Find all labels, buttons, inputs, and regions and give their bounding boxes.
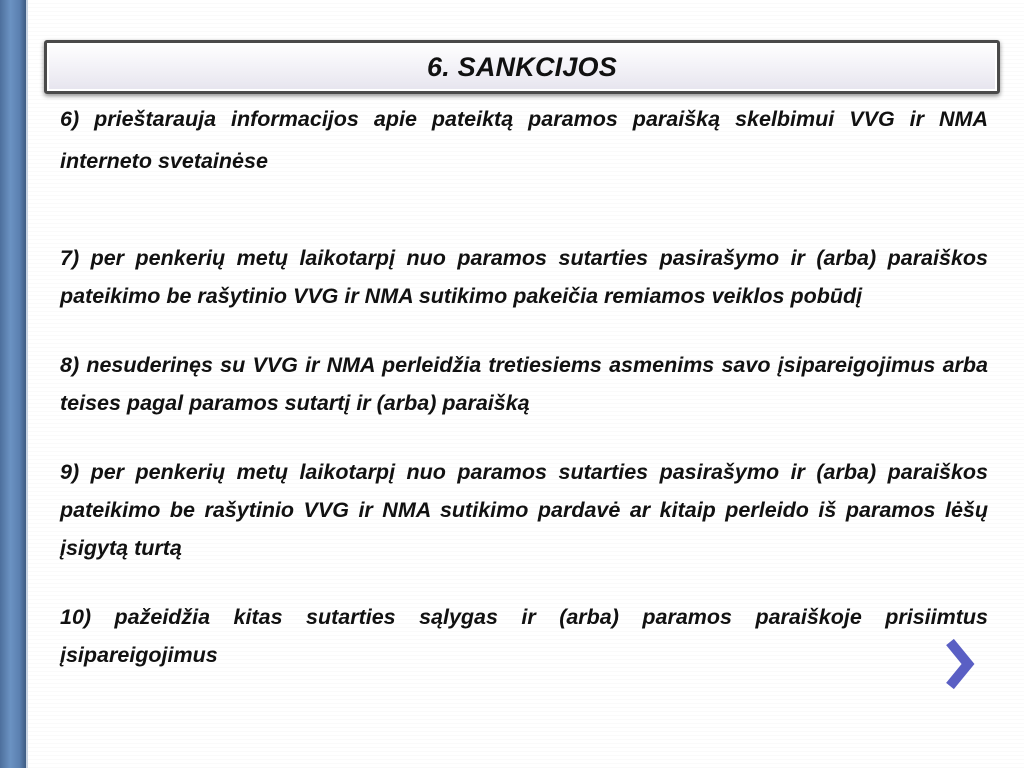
list-item: 10) pažeidžia kitas sutarties sąlygas ir (arba) paramos paraiškoje prisiimtus įsipareigojimus	[60, 605, 988, 667]
list-item: 6) prieštarauja informacijos apie pateiktą paramos paraišką skelbimui VVG ir NMA interneto svetainėse	[60, 107, 988, 173]
slide-title: 6. SANKCIJOS	[427, 51, 617, 82]
next-slide-button[interactable]	[940, 636, 978, 692]
chevron-right-icon	[940, 636, 978, 692]
title-bar	[44, 40, 1000, 94]
list-item: 8) nesuderinęs su VVG ir NMA perleidžia tretiesiems asmenims savo įsipareigojimus arba teises pagal paramos sutartį ir (arba) paraišką	[60, 353, 988, 415]
left-accent-bar	[0, 0, 26, 768]
left-accent-bar-edge	[26, 0, 28, 768]
list-item: 9) per penkerių metų laikotarpį nuo paramos sutarties pasirašymo ir (arba) paraiškos pateikimo be rašytinio VVG ir NMA sutikimo pardavė ar kitaip perleido iš paramos lėšų įsigytą turtą	[60, 460, 988, 560]
list-item: 7) per penkerių metų laikotarpį nuo paramos sutarties pasirašymo ir (arba) paraiškos pateikimo be rašytinio VVG ir NMA sutikimo pakeičia remiamos veiklos pobūdį	[60, 246, 988, 308]
slide-body	[60, 98, 988, 674]
